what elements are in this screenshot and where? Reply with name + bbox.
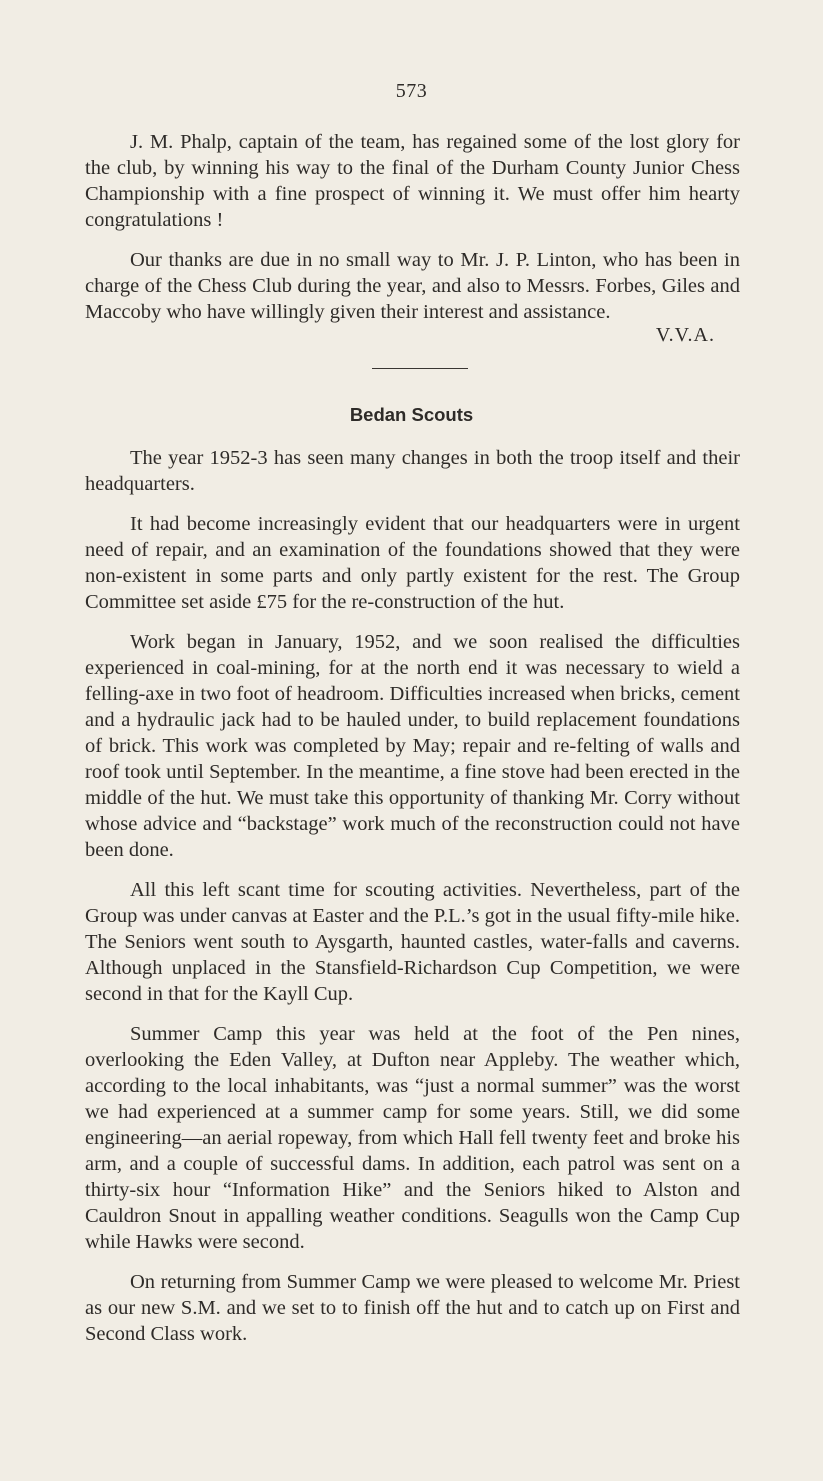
paragraph: Summer Camp this year was held at the foot of the Pen nines, overlooking the Eden Valley, at Dufton near Appleby. The weather which, according to the local inhabitants, was “just a normal summer” was the worst we had experienced at a summer camp for some years. Still, we did some engineering—an aerial ropeway, from which Hall fell twenty feet and broke his arm, and a couple of successful dams. In addition, each patrol was sent on a thirty-six hour “Information Hike” and the Seniors hiked to Alston and Cauldron Snout in appalling weather conditions. Seagulls won the Camp Cup while Hawks were second. <box>85 1023 740 1253</box>
scouts-report <box>85 445 740 1361</box>
paragraph: Work began in January, 1952, and we soon realised the difficulties experienced in coal-mining, for at the north end it was necessary to wield a felling-axe in two foot of headroom. Difficulties increased when bricks, cement and a hydraulic jack had to be hauled under, to build replacement foundations of brick. This work was completed by May; repair and re-felting of walls and roof took until September. In the meantime, a fine stove had been erected in the middle of the hut. We must take this opportunity of thanking Mr. Corry without whose advice and “backstage” work much of the reconstruction could not have been done. <box>85 631 740 861</box>
chess-club-report <box>85 129 740 339</box>
paragraph: All this left scant time for scouting activities. Nevertheless, part of the Group was under canvas at Easter and the P.L.’s got in the usual fifty-mile hike. The Seniors went south to Aysgarth, haunted castles, water-falls and caverns. Although unplaced in the Stansfield-Richardson Cup Competition, we were second in that for the Kayll Cup. <box>85 879 740 1005</box>
paragraph: On returning from Summer Camp we were pleased to welcome Mr. Priest as our new S.M. and we set to to finish off the hut and to catch up on First and Second Class work. <box>85 1271 740 1345</box>
paragraph: It had become increasingly evident that our headquarters were in urgent need of repair, and an examination of the foundations showed that they were non-existent in some parts and only partly existent for the rest. The Group Committee set aside £75 for the re-construction of the hut. <box>85 513 740 613</box>
paragraph: J. M. Phalp, captain of the team, has regained some of the lost glory for the club, by winning his way to the final of the Durham County Junior Chess Championship with a fine prospect of winning it. We must offer him hearty congratulations ! <box>85 131 740 231</box>
page-number: 573 <box>395 80 428 102</box>
paragraph: The year 1952-3 has seen many changes in both the troop itself and their headquarters. <box>85 447 740 495</box>
author-initials: V.V.A. <box>655 324 715 346</box>
section-divider <box>372 368 468 369</box>
section-title: Bedan Scouts <box>349 404 474 425</box>
paragraph: Our thanks are due in no small way to Mr. J. P. Linton, who has been in charge of the Chess Club during the year, and also to Messrs. Forbes, Giles and Maccoby who have willingly given their interest and assistance. <box>85 249 740 323</box>
